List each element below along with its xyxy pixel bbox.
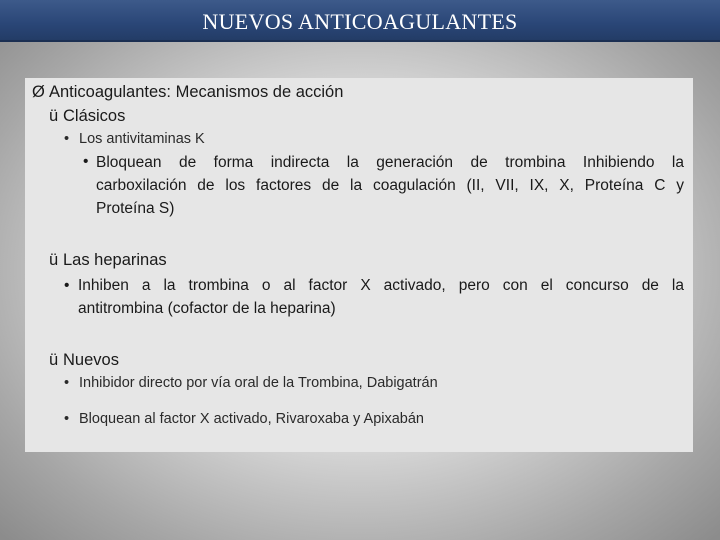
title-bar <box>0 0 720 42</box>
list-item: Inhibidor directo por vía oral de la Trombina, Dabigatrán <box>79 375 438 391</box>
section-label-clasicos: Clásicos <box>63 107 126 125</box>
bullet-dot: • <box>64 375 70 391</box>
slide-title: NUEVOS ANTICOAGULANTES <box>202 9 518 34</box>
bullet-dot: • <box>64 131 70 147</box>
sub-item-antivitaminas: Los antivitaminas K <box>79 131 205 147</box>
detail-line: Proteína S) <box>96 200 175 217</box>
detail-line: Inhiben a la trombina o al factor X activado, pero con el concurso de la <box>78 277 684 294</box>
heading-text: Anticoagulantes: Mecanismos de acción <box>49 83 344 101</box>
detail-line: Bloquean de forma indirecta la generación de trombina Inhibiendo la <box>96 154 684 171</box>
bullet-dot: • <box>64 411 70 427</box>
bullet-dot: • <box>83 153 89 170</box>
check-bullet-icon: ü <box>49 351 59 369</box>
section-label-nuevos: Nuevos <box>63 351 119 369</box>
check-bullet-icon: ü <box>49 107 59 125</box>
detail-line: carboxilación de los factores de la coagulación (II, VII, IX, X, Proteína C y <box>96 177 684 194</box>
section-label-heparinas: Las heparinas <box>63 251 167 269</box>
bullet-dot: • <box>64 277 70 294</box>
arrow-bullet-icon: Ø <box>32 83 45 101</box>
detail-line: antitrombina (cofactor de la heparina) <box>78 300 336 317</box>
list-item: Bloquean al factor X activado, Rivaroxaba y Apixabán <box>79 411 424 427</box>
check-bullet-icon: ü <box>49 251 59 269</box>
